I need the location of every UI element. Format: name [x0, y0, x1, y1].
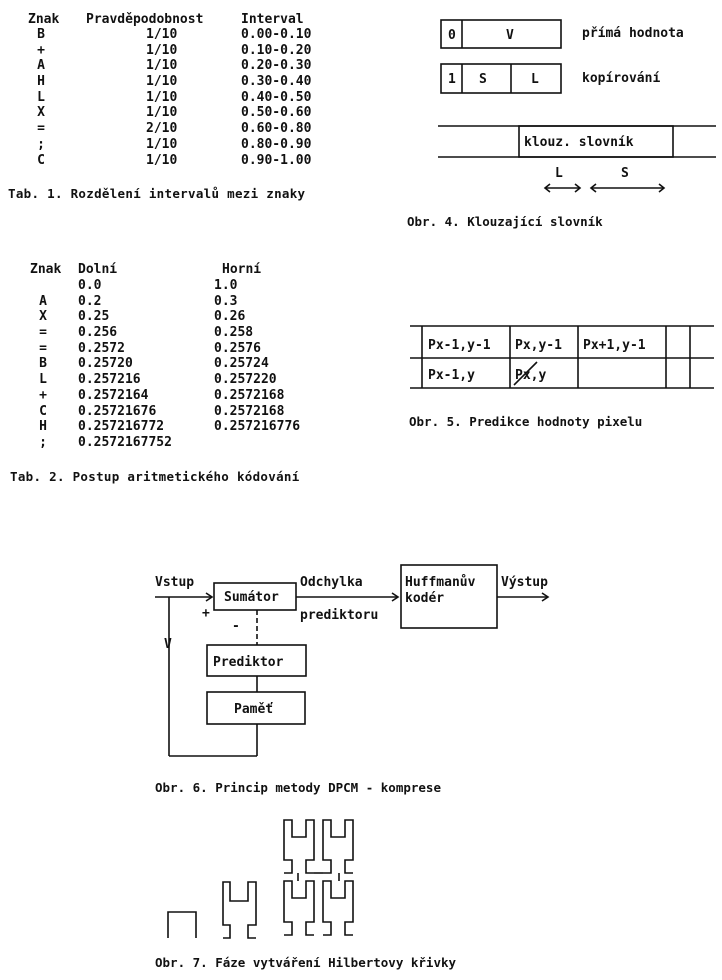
fig7-hilbert-order-2	[223, 882, 256, 938]
table-cell: 0.20-0.30	[241, 58, 312, 74]
table-cell: 0.10-0.20	[241, 42, 312, 58]
table-cell: 0.50-0.60	[241, 105, 312, 121]
fig4-caption: Obr. 4. Klouzající slovník	[407, 214, 603, 229]
table-cell: H	[37, 74, 45, 90]
table-cell: 1/10	[146, 74, 178, 90]
fig7-hilbert-order-3-lower-right	[323, 881, 353, 935]
tab1-caption: Tab. 1. Rozdělení intervalů mezi znaky	[8, 186, 306, 201]
table-cell: X	[37, 105, 45, 121]
table-cell: 0.30-0.40	[241, 74, 312, 90]
fig5-cell-x-1-y: Px-1,y	[428, 368, 475, 383]
fig4-copy-s: S	[479, 72, 487, 87]
fig5-cell-x-y: Px,y	[515, 368, 547, 383]
table-cell: 0.257220	[214, 372, 277, 388]
table-cell: 1/10	[146, 42, 178, 58]
fig4-literal-flag: 0	[448, 28, 456, 43]
table-cell: 0.2576	[214, 340, 261, 356]
table-cell: 0.256	[78, 325, 118, 341]
tab2-header-lower: Dolní	[78, 262, 118, 277]
tab2-caption: Tab. 2. Postup aritmetického kódování	[10, 469, 300, 484]
table-cell: 0.60-0.80	[241, 121, 312, 137]
fig7-hilbert-order-3-upper-left	[284, 820, 314, 873]
table-cell: 0.3	[214, 293, 238, 309]
table-cell: C	[39, 403, 47, 419]
fig4-copy-label: kopírování	[582, 71, 661, 86]
table-cell: 0.25721676	[78, 403, 157, 419]
table-cell: 1/10	[146, 58, 178, 74]
fig4-arrow-l-label: L	[555, 166, 563, 181]
table-cell: A	[37, 58, 45, 74]
fig4-literal-label: přímá hodnota	[582, 26, 684, 41]
table-cell: 1/10	[146, 136, 178, 152]
fig7-hilbert-order-1	[168, 912, 196, 938]
fig6-predictor-label: Prediktor	[213, 655, 284, 670]
table-cell: 0.257216776	[214, 419, 301, 435]
table-cell: 0.90-1.00	[241, 152, 312, 168]
fig5-cell-x-y-1: Px,y-1	[515, 338, 562, 353]
fig6-error-label-2: prediktoru	[300, 608, 379, 623]
table-cell: 0.2	[78, 293, 102, 309]
tab2-header-upper: Horní	[222, 262, 262, 277]
table-cell: C	[37, 152, 45, 168]
fig7-caption: Obr. 7. Fáze vytváření Hilbertovy křivky	[155, 955, 457, 970]
fig7-hilbert-curves	[168, 820, 353, 938]
table-cell: X	[39, 309, 47, 325]
table-cell: 1/10	[146, 89, 178, 105]
fig5-cell-x1-y-1: Px+1,y-1	[583, 338, 646, 353]
fig4-copy-flag: 1	[448, 72, 456, 87]
fig5-caption: Obr. 5. Predikce hodnoty pixelu	[409, 414, 643, 429]
fig6-input-label: Vstup	[155, 575, 195, 590]
fig4-dictionary-label: klouz. slovník	[524, 135, 634, 150]
fig6-caption: Obr. 6. Princip metody DPCM - komprese	[155, 780, 441, 795]
table-cell: A	[39, 293, 47, 309]
table-cell: 0.00-0.10	[241, 27, 312, 42]
tab1-header-interval: Interval	[241, 12, 304, 27]
fig4-copy-l: L	[531, 72, 539, 87]
table-cell: =	[39, 325, 47, 341]
table-cell: 0.25720	[78, 356, 133, 372]
table-cell: 0.2572168	[214, 403, 285, 419]
table-cell: B	[39, 356, 47, 372]
fig6-plus-sign: +	[202, 606, 210, 621]
table-cell: =	[37, 121, 45, 137]
tab1-header-znak: Znak	[28, 12, 60, 27]
table-cell: +	[37, 42, 45, 58]
table-cell: L	[39, 372, 47, 388]
fig4-literal-value: V	[506, 28, 514, 43]
table-cell: 0.2572167752	[78, 434, 172, 450]
table-cell: 1/10	[146, 152, 178, 168]
table-cell: 0.2572	[78, 340, 125, 356]
table-cell: =	[39, 340, 47, 356]
table-cell: 0.25724	[214, 356, 269, 372]
fig7-hilbert-order-3-lower-left	[284, 881, 314, 935]
table-cell: H	[39, 419, 47, 435]
fig6-feedback-label: V	[164, 637, 172, 652]
fig6-summator-label: Sumátor	[224, 590, 279, 605]
table-cell: 0.26	[214, 309, 246, 325]
table-cell: 0.257216772	[78, 419, 165, 435]
table-cell: 1.0	[214, 278, 238, 293]
fig4-literal-box	[441, 20, 561, 48]
fig6-huffman-label-2: kodér	[405, 591, 445, 606]
tab1-header-probability: Pravděpodobnost	[86, 12, 204, 27]
fig4-sliding-window	[438, 20, 716, 192]
fig4-arrow-s-label: S	[621, 166, 629, 181]
fig6-minus-sign: -	[232, 619, 240, 634]
fig6-error-label-1: Odchylka	[300, 575, 363, 590]
fig5-cell-x-1-y-1: Px-1,y-1	[428, 338, 491, 353]
table-cell: B	[37, 27, 45, 42]
fig7-hilbert-order-3-upper-right	[323, 820, 353, 873]
table-cell: 0.40-0.50	[241, 89, 312, 105]
fig4-copy-box	[441, 64, 561, 93]
fig6-memory-label: Paměť	[234, 702, 274, 717]
table-cell: +	[39, 387, 47, 403]
tab2-header-znak: Znak	[30, 262, 62, 277]
table-cell: 0.2572168	[214, 387, 285, 403]
table-cell: 0.25	[78, 309, 110, 325]
table-cell: 2/10	[146, 121, 178, 137]
table-cell: ;	[37, 136, 45, 152]
fig6-output-label: Výstup	[501, 575, 548, 590]
table-cell: 1/10	[146, 105, 178, 121]
fig6-huffman-label-1: Huffmanův	[405, 575, 476, 590]
table-cell: 1/10	[146, 27, 178, 42]
table-cell: 0.257216	[78, 372, 141, 388]
table-cell: L	[37, 89, 45, 105]
table-cell: ;	[39, 434, 47, 450]
table-cell: 0.80-0.90	[241, 136, 312, 152]
table-cell: 0.0	[78, 278, 102, 293]
table-cell: 0.258	[214, 325, 254, 341]
table-cell: 0.2572164	[78, 387, 149, 403]
